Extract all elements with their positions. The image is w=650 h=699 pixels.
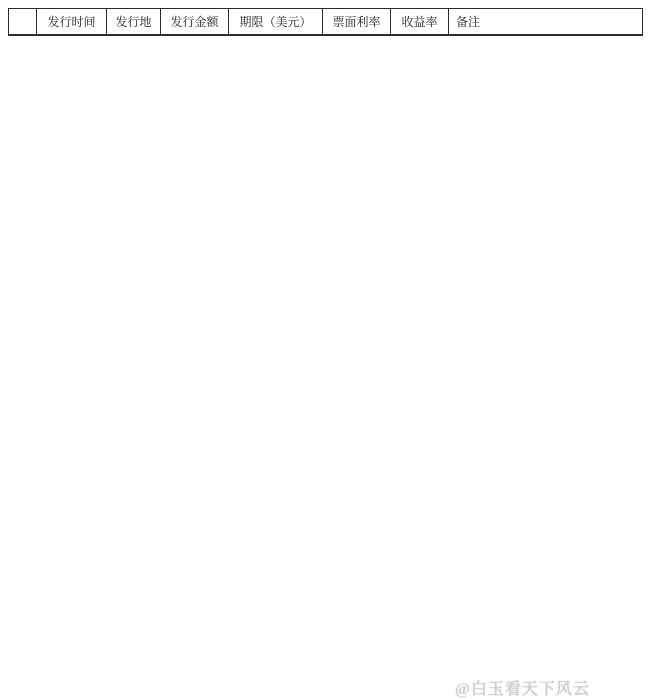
- header-issue-place: 发行地: [107, 9, 161, 35]
- cropped-watermark-fragment: @白玉看天下风云: [455, 681, 590, 698]
- header-index: [9, 9, 37, 35]
- bond-issuance-table: [8, 8, 643, 36]
- header-remarks: 备注: [449, 9, 643, 35]
- header-term: 期限（美元）: [229, 9, 323, 35]
- header-issue-amount: 发行金额: [161, 9, 229, 35]
- bond-issuance-table-wrap: [8, 8, 643, 36]
- header-yield: 收益率: [391, 9, 449, 35]
- header-issue-date: 发行时间: [37, 9, 107, 35]
- header-coupon-rate: 票面利率: [323, 9, 391, 35]
- header-row: [9, 9, 643, 35]
